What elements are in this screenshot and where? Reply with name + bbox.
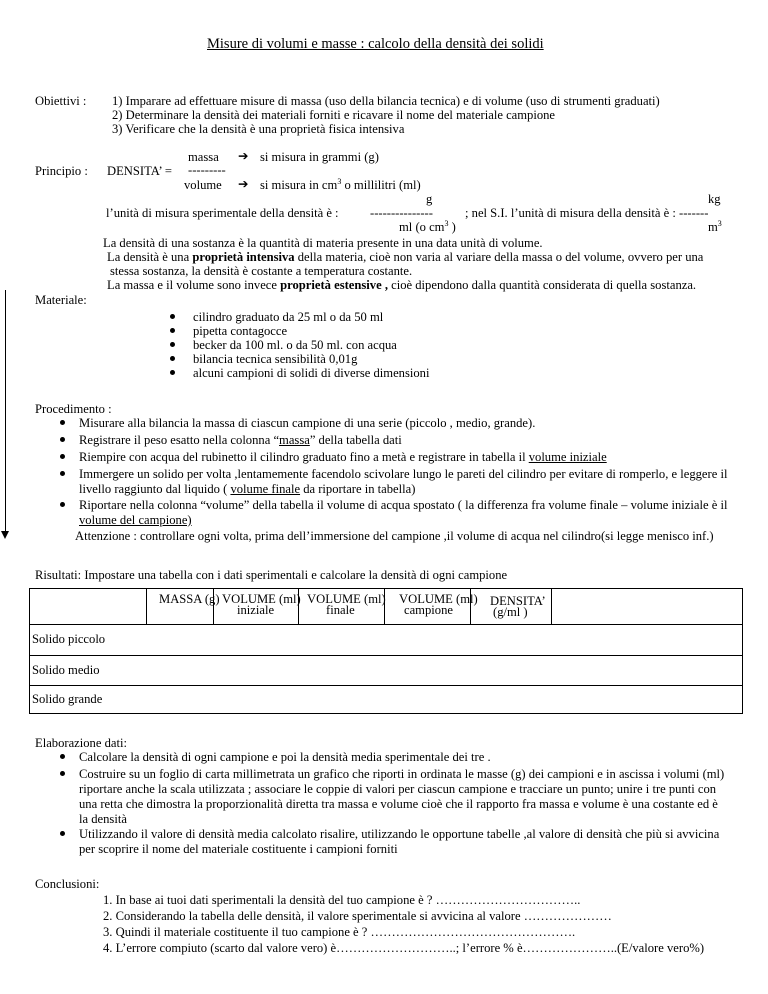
massa-note: si misura in grammi (g) [260,150,379,164]
obiettivo-3: 3) Verificare che la densità è una proprietà fisica intensiva [112,122,405,136]
volume-note: si misura in $cm^3$ o millilitri (ml) [260,176,421,192]
risultati-label: Risultati: Impostare una tabella con i dati sperimentali e calcolare la densità di ogni campione [35,568,508,582]
principio-label: Principio : [35,164,88,178]
arrow-icon: ➔ [238,149,249,163]
elaborazione-item: Utilizzando il valore di densità media calcolato risalire, utilizzando le opportune tabelle ,al valore di densità che più si avvicina [79,827,720,841]
procedimento-item: Immergere un solido per volta ,lentamemente facendolo scivolare lungo le pareti del cilindro per evitare di romperlo, e leggere il [79,467,728,481]
bullet-icon [60,831,65,836]
col-sub-finale: finale [326,603,355,617]
bullet-icon [60,754,65,759]
materiale-item: alcuni campioni di solidi di diverse dimensioni [193,366,430,380]
volume-word: volume [184,178,222,192]
bullet-icon [170,328,175,333]
elaborazione-item-cont: per scoprire il nome del materiale costituente i campioni forniti [79,842,398,856]
materiale-item: becker da 100 ml. o da 50 ml. con acqua [193,338,397,352]
elaborazione-item-cont: una retta che dimostra la proporzionalità diretta tra massa e volume cioè che il rapporto fra massa e volume è una costante ed è [79,797,718,811]
obiettivi-label: Obiettivi : [35,94,87,108]
procedimento-item-cont: volume del campione) [79,513,192,527]
procedimento-item: Riempire con acqua del rubinetto il cilindro graduato fino a metà e registrare in tabella il volume iniziale [79,450,607,464]
materiale-item: cilindro graduato da 25 ml o da 50 ml [193,310,384,324]
procedimento-item: Registrare il peso esatto nella colonna “massa” della tabella dati [79,433,402,447]
bullet-icon [60,502,65,507]
materiale-item: pipetta contagocce [193,324,288,338]
col-sub-densita: (g/ml ) [493,605,528,619]
elaborazione-item-cont: riportare anche la scala utilizzata ; associare le coppie di valori per ciascun campione e tracciare un punto; unire i tre punti con [79,782,717,796]
col-header-volume: VOLUME (ml) [307,592,386,606]
bullet-icon [170,342,175,347]
conclusione-item: 1. In base ai tuoi dati sperimentali la densità del tuo campione è ? …………………………….. [103,893,581,907]
elaborazione-item: Calcolare la densità di ogni campione e poi la densità media sperimentale dei tre . [79,750,491,764]
col-sub-iniziale: iniziale [237,603,275,617]
margin-arrow-line [5,290,6,534]
materiale-label: Materiale: [35,293,87,307]
massa-word: massa [188,150,219,164]
arrow-icon: ➔ [238,177,249,191]
conclusione-item: 2. Considerando la tabella delle densità, il valore sperimentale si avvicina al valore ………………… [103,909,612,923]
col-header-volume: VOLUME (ml) [399,592,478,606]
col-header-densita: DENSITA’ [490,594,546,608]
conclusione-item: 4. L’errore compiuto (scarto dal valore vero) è………………………..; l’errore % è…………………..(E/valore vero%) [103,941,705,955]
principio-p2: La densità è una proprietà intensiva della materia, cioè non varia al variare della massa o del volume, ovvero per una [107,250,704,264]
attenzione-note: Attenzione : controllare ogni volta, prima dell’immersione del campione ,il volume di acqua nel cilindro(si legge menisco inf.) [75,529,714,543]
fraction-dashes: --------- [188,163,226,177]
elaborazione-label: Elaborazione dati: [35,736,127,750]
principio-p1: La densità di una sostanza è la quantità di materia presente in una data unità di volume. [103,236,543,250]
bullet-icon [60,420,65,425]
materiale-item: bilancia tecnica sensibilità 0,01g [193,352,358,366]
row-label: Solido grande [32,692,103,706]
bullet-icon [170,370,175,375]
principio-p4: La massa e il volume sono invece proprietà estensive , cioè dipendono dalla quantità considerata di quella sostanza. [107,278,697,292]
unit-line-right: ; nel S.I. l’unità di misura della densità è : ------- [465,206,709,220]
elaborazione-item: Costruire su un foglio di carta millimetrata un grafico che riporti in ordinata le masse (g) dei campioni e in ascissa i volumi (ml) [79,767,725,781]
row-label: Solido medio [32,663,100,677]
procedimento-label: Procedimento : [35,402,112,416]
unit-line-left: l’unità di misura sperimentale della densità è : [106,206,339,220]
results-table [29,588,743,714]
page-title: Misure di volumi e masse : calcolo della densità dei solidi [207,36,544,52]
unit-line-dashes: --------------- [370,206,433,220]
obiettivo-2: 2) Determinare la densità dei materiali forniti e ricavare il nome del materiale campione [112,108,556,122]
bullet-icon [170,356,175,361]
col-header-volume: VOLUME (ml) [222,592,301,606]
arrow-down-icon [1,531,9,539]
conclusioni-label: Conclusioni: [35,877,100,891]
unit-g: g [426,192,433,206]
bullet-icon [60,437,65,442]
bullet-icon [170,314,175,319]
procedimento-item: Misurare alla bilancia la massa di ciascun campione di una serie (piccolo , medio, grande). [79,416,536,430]
procedimento-item: Riportare nella colonna “volume” della tabella il volume di acqua spostato ( la differenza fra volume finale – volume iniziale è il [79,498,728,512]
conclusione-item: 3. Quindi il materiale costituente il tuo campione è ? …………………………………………. [103,925,576,939]
obiettivo-1: 1) Imparare ad effettuare misure di massa (uso della bilancia tecnica) e di volume (uso di strumenti graduati) [112,94,660,108]
col-sub-campione: campione [404,603,453,617]
col-header-massa: MASSA (g) [159,592,220,606]
principio-p3: stessa sostanza, la densità è costante a temperatura costante. [110,264,413,278]
bullet-icon [60,471,65,476]
bullet-icon [60,771,65,776]
unit-ml: ml (o $cm^3$ ) [399,218,456,234]
unit-m3: $m^3$ [708,218,722,234]
densita-eq: DENSITA’ = [107,164,172,178]
procedimento-item-cont: livello raggiunto dal liquido ( volume finale da riportare in tabella) [79,482,416,496]
elaborazione-item-cont: la densità [79,812,127,826]
row-label: Solido piccolo [32,632,106,646]
unit-kg: kg [708,192,721,206]
bullet-icon [60,454,65,459]
